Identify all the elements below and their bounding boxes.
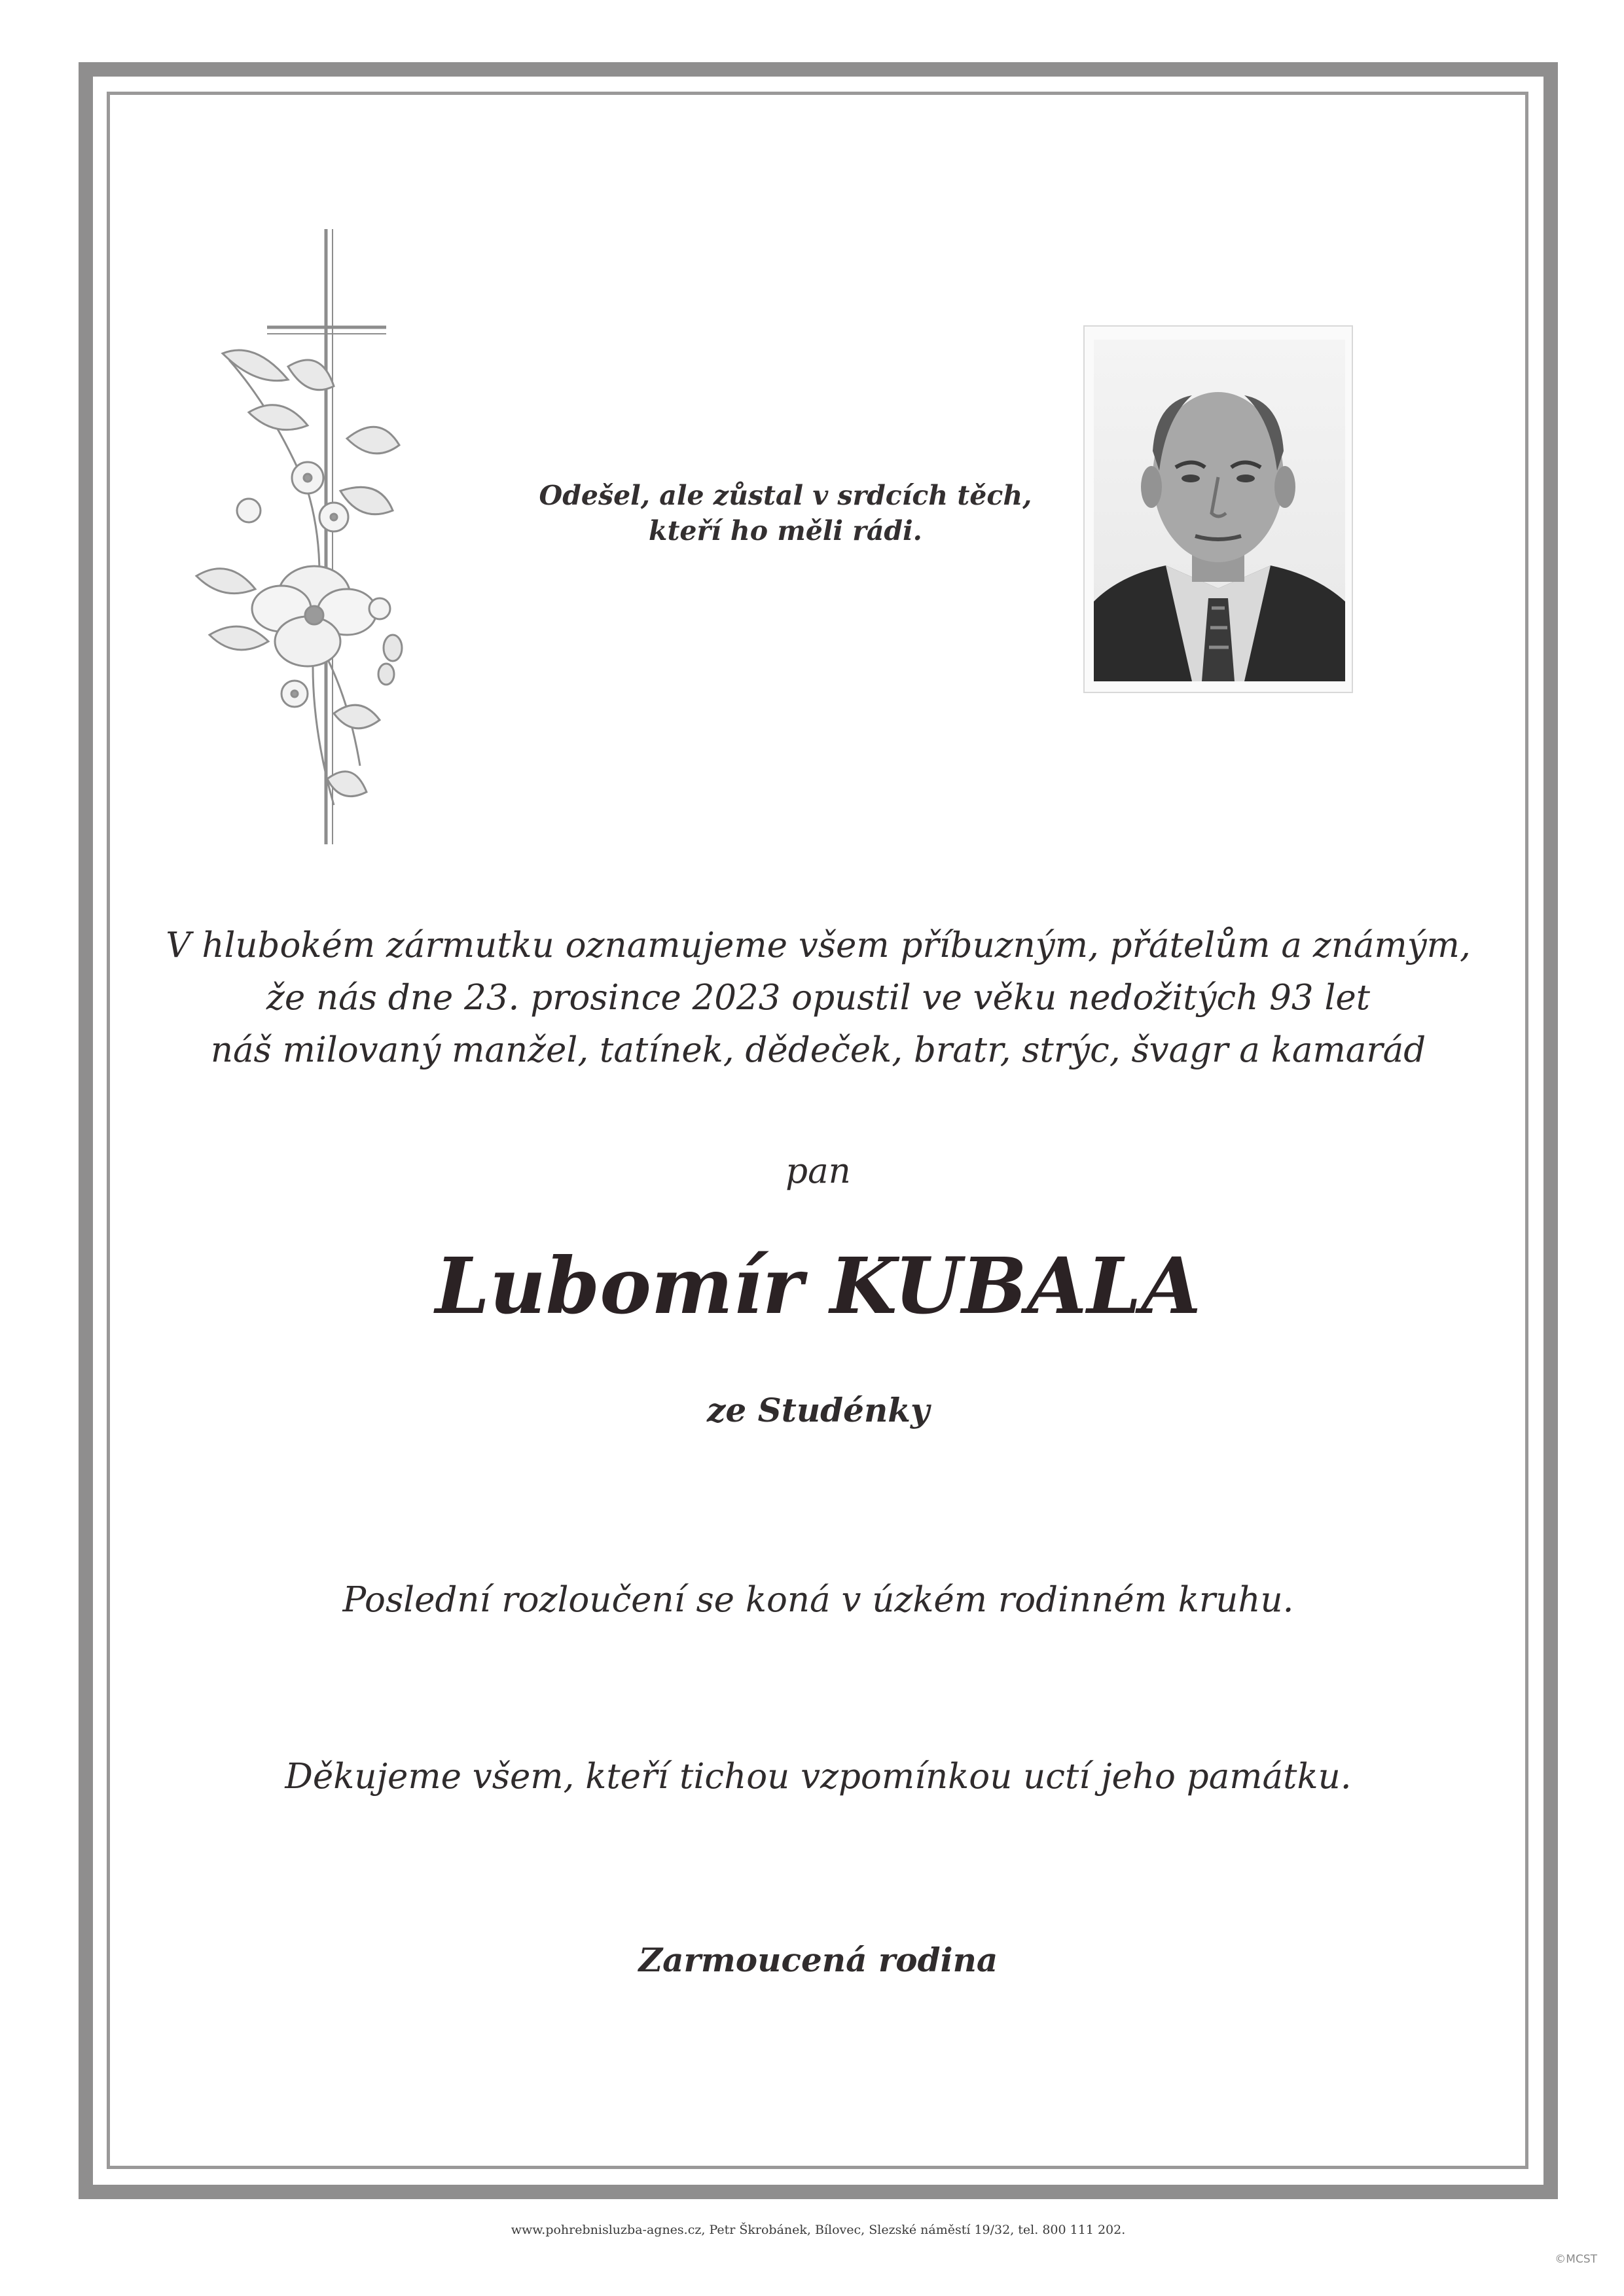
- announcement-line-2: že nás dne 23. prosince 2023 opustil ve věku nedožitých 93 let: [266, 978, 1371, 1018]
- motto-line-1: Odešel, ale zůstal v srdcích těch,: [539, 480, 1032, 511]
- portrait-image: [1094, 340, 1345, 681]
- announcement: [131, 920, 1506, 1077]
- thanks-note: Děkujeme všem, kteří tichou vzpomínkou uctí jeho památku.: [285, 1757, 1352, 1797]
- portrait-photo: [1083, 325, 1353, 693]
- announcement-line-1: V hlubokém zármutku oznamujeme všem příbuzným, přátelům a známým,: [166, 925, 1471, 965]
- deceased-origin: ze Studénky: [707, 1391, 929, 1429]
- motto-line-2: kteří ho měli rádi.: [649, 515, 922, 547]
- copyright: ©MCST: [1555, 2253, 1597, 2266]
- motto: [497, 478, 1074, 548]
- cross-with-flowers-icon: [183, 216, 445, 870]
- deceased-name: Lubomír KUBALA: [435, 1240, 1201, 1331]
- farewell-note: Poslední rozloučení se koná v úzkém rodinném kruhu.: [342, 1580, 1294, 1620]
- salutation: pan: [785, 1151, 851, 1191]
- announcement-line-3: náš milovaný manžel, tatínek, dědeček, bratr, strýc, švagr a kamarád: [210, 1030, 1426, 1070]
- footer-contact: www.pohrebnisluzba-agnes.cz, Petr Škrobánek, Bílovec, Slezské náměstí 19/32, tel. 800 111 202.: [511, 2223, 1126, 2237]
- signature: Zarmoucená rodina: [638, 1941, 998, 1979]
